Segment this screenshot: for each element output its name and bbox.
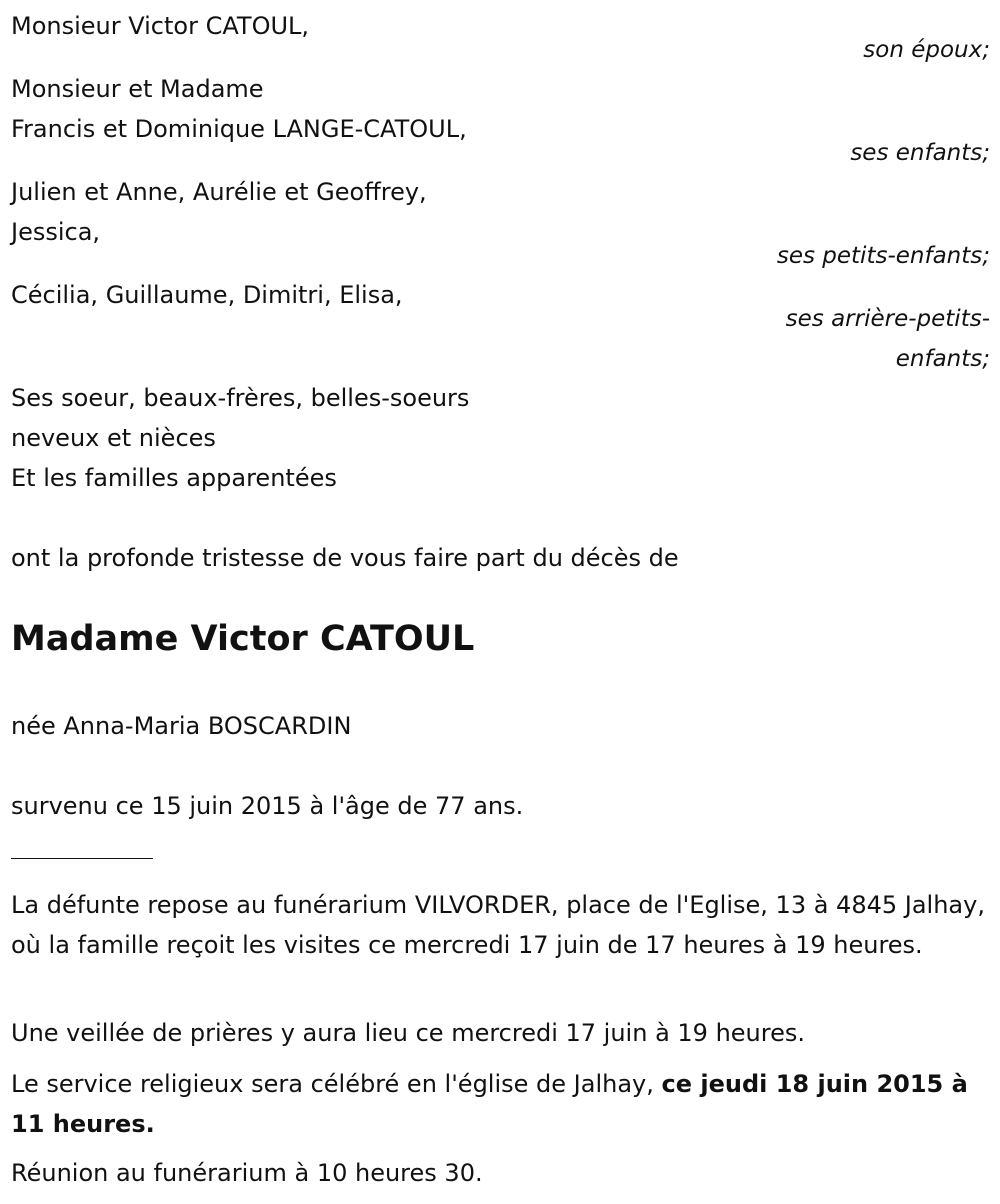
service-date: ce jeudi 18 juin 2015 à 11 heures. (11, 1070, 968, 1138)
great-grandchildren-names: Cécilia, Guillaume, Dimitri, Elisa, (11, 281, 403, 309)
spouse-name: Monsieur Victor CATOUL, (11, 12, 310, 40)
relatives-line-1: Ses soeur, beaux-frères, belles-soeurs (11, 384, 470, 412)
service-info (11, 1064, 991, 1144)
great-grandchildren-role-line-1: ses arrière-petits- (785, 306, 990, 332)
relatives-line-2: neveux et nièces (11, 424, 216, 452)
spouse-role: son époux; (863, 37, 990, 63)
meeting-info: Réunion au funérarium à 10 heures 30. (11, 1159, 483, 1187)
deceased-name: Madame Victor CATOUL (11, 619, 475, 659)
maiden-name: née Anna-Maria BOSCARDIN (11, 712, 352, 740)
death-info: survenu ce 15 juin 2015 à l'âge de 77 ans. (11, 792, 524, 820)
relatives-line-3: Et les familles apparentées (11, 464, 337, 492)
repose-info: La défunte repose au funérarium VILVORDER, place de l'Eglise, 13 à 4845 Jalhay, où la famille reçoit les visites ce mercredi 17 juin de 17 heures à 19 heures. (11, 891, 985, 959)
great-grandchildren-role-line-2: enfants; (895, 346, 990, 372)
children-names-line-1: Monsieur et Madame (11, 75, 264, 103)
grandchildren-role: ses petits-enfants; (776, 243, 990, 269)
children-role: ses enfants; (850, 140, 990, 166)
announcement-intro: ont la profonde tristesse de vous faire part du décès de (11, 544, 679, 572)
children-names-line-2: Francis et Dominique LANGE-CATOUL, (11, 115, 467, 143)
grandchildren-names-line-1: Julien et Anne, Aurélie et Geoffrey, (11, 178, 427, 206)
grandchildren-names-line-2: Jessica, (11, 218, 101, 246)
separator-rule (11, 858, 153, 859)
service-prefix: Le service religieux sera célébré en l'église de Jalhay, (11, 1070, 662, 1098)
vigil-info: Une veillée de prières y aura lieu ce mercredi 17 juin à 19 heures. (11, 1019, 805, 1047)
